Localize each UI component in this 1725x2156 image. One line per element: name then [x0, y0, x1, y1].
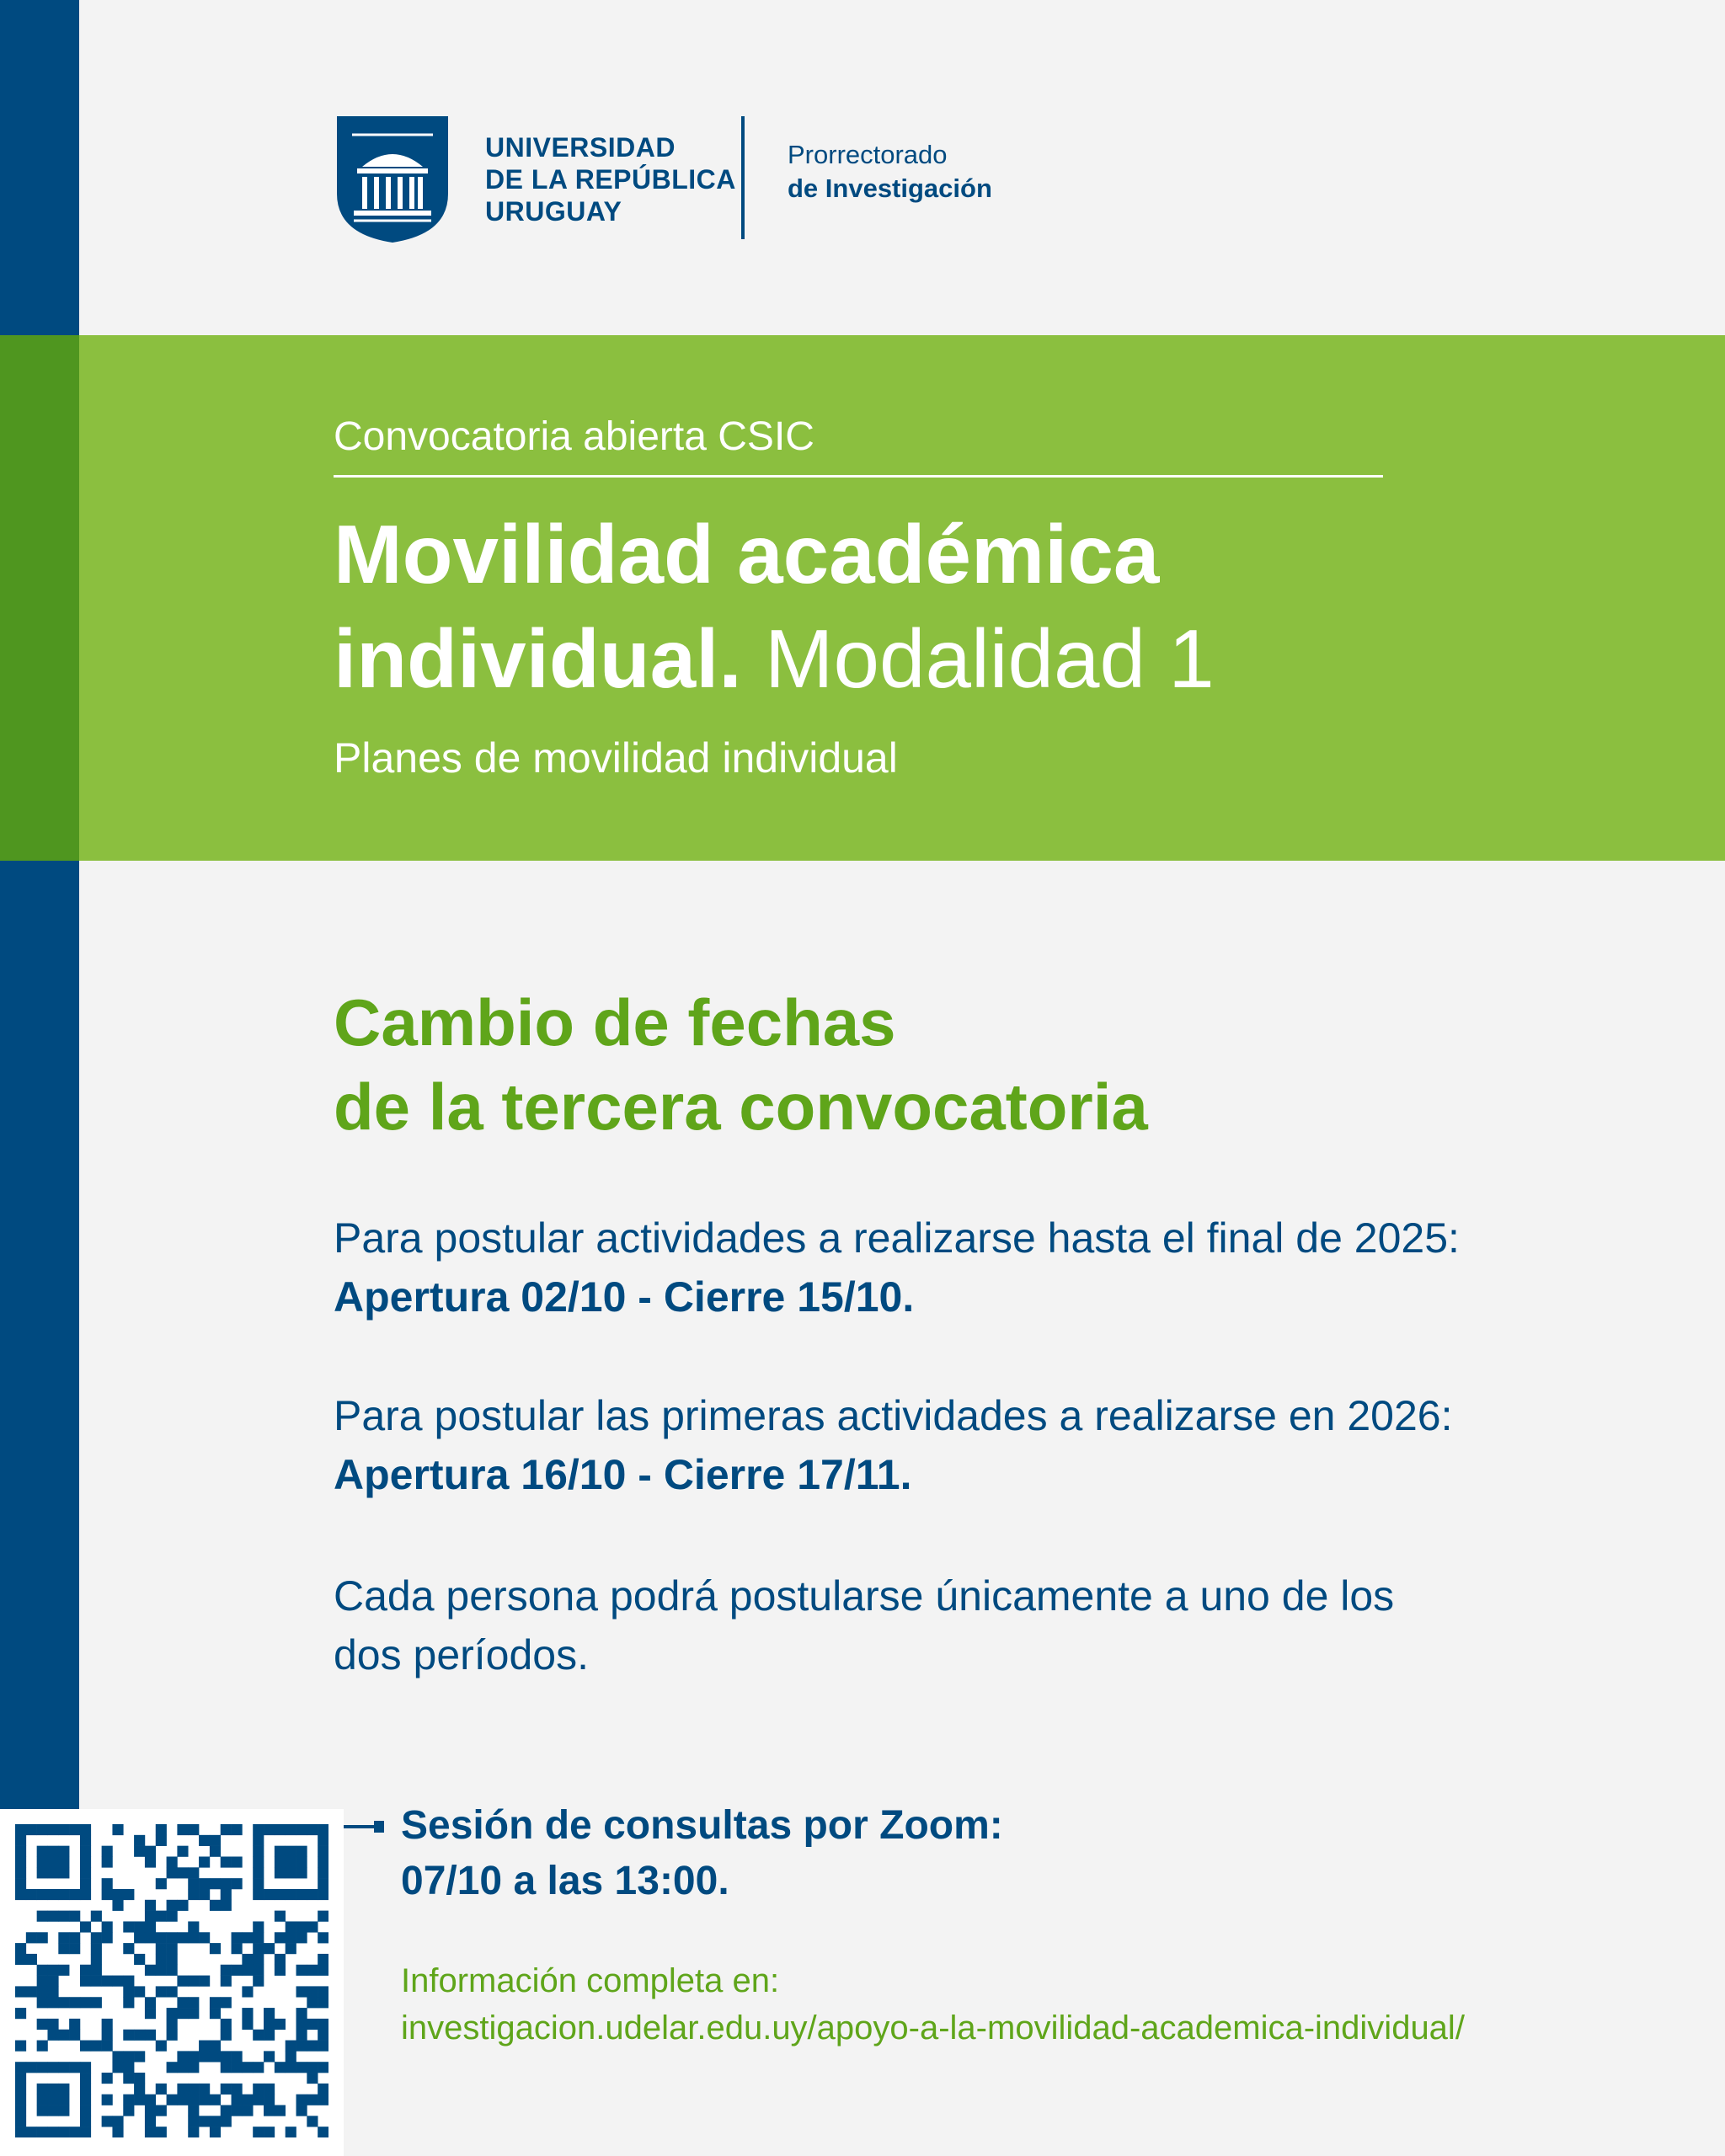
university-name-line-2: DE LA REPÚBLICA	[485, 164, 736, 195]
university-name-line-1: UNIVERSIDAD	[485, 132, 676, 163]
section-heading-line-1: Cambio de fechas	[334, 985, 896, 1059]
period-text: Para postular las primeras actividades a realizarse en 2026:	[334, 1392, 1453, 1439]
section-heading-line-2: de la tercera convocatoria	[334, 1070, 1148, 1144]
qr-code-icon	[15, 1824, 328, 2137]
period-text: Para postular actividades a realizarse hasta el final de 2025:	[334, 1214, 1460, 1262]
university-name	[485, 131, 738, 227]
page-title-bold: individual.	[334, 612, 742, 705]
info-block	[401, 1957, 1465, 2052]
qr-code[interactable]	[0, 1809, 344, 2156]
period-block-2	[334, 1386, 1597, 1504]
banner-eyebrow: Convocatoria abierta CSIC	[334, 414, 814, 459]
office-name-line-2: de Investigación	[788, 173, 992, 203]
zoom-session-datetime: 07/10 a las 13:00.	[401, 1859, 729, 1903]
left-accent-bar-green	[0, 335, 79, 861]
office-name-line-1: Prorrectorado	[788, 140, 948, 169]
info-label: Información completa en:	[401, 1962, 780, 1999]
zoom-session	[401, 1798, 1003, 1909]
office-name	[788, 138, 992, 205]
university-name-line-3: URUGUAY	[485, 196, 622, 227]
note-line-2: dos períodos.	[334, 1631, 589, 1678]
header-divider	[741, 116, 745, 239]
university-shield-logo	[337, 116, 448, 243]
period-dates: Apertura 02/10 - Cierre 15/10.	[334, 1273, 915, 1321]
arrow-right-icon	[344, 1816, 386, 1838]
period-block-1	[334, 1209, 1597, 1326]
page-title-light: Modalidad 1	[764, 612, 1215, 705]
page-title-line-1: Movilidad académica	[334, 508, 1160, 600]
section-heading	[334, 980, 1148, 1149]
page-title-line-2	[334, 606, 1648, 711]
info-url[interactable]: investigacion.udelar.edu.uy/apoyo-a-la-movilidad-academica-individual/	[401, 2009, 1465, 2047]
banner-subtitle: Planes de movilidad individual	[334, 734, 898, 782]
banner-divider	[334, 475, 1383, 478]
zoom-session-label: Sesión de consultas por Zoom:	[401, 1803, 1003, 1848]
note-line-1: Cada persona podrá postularse únicamente a uno de los	[334, 1572, 1395, 1620]
period-dates: Apertura 16/10 - Cierre 17/11.	[334, 1451, 912, 1498]
page-title	[334, 502, 1648, 711]
note-block	[334, 1566, 1597, 1684]
